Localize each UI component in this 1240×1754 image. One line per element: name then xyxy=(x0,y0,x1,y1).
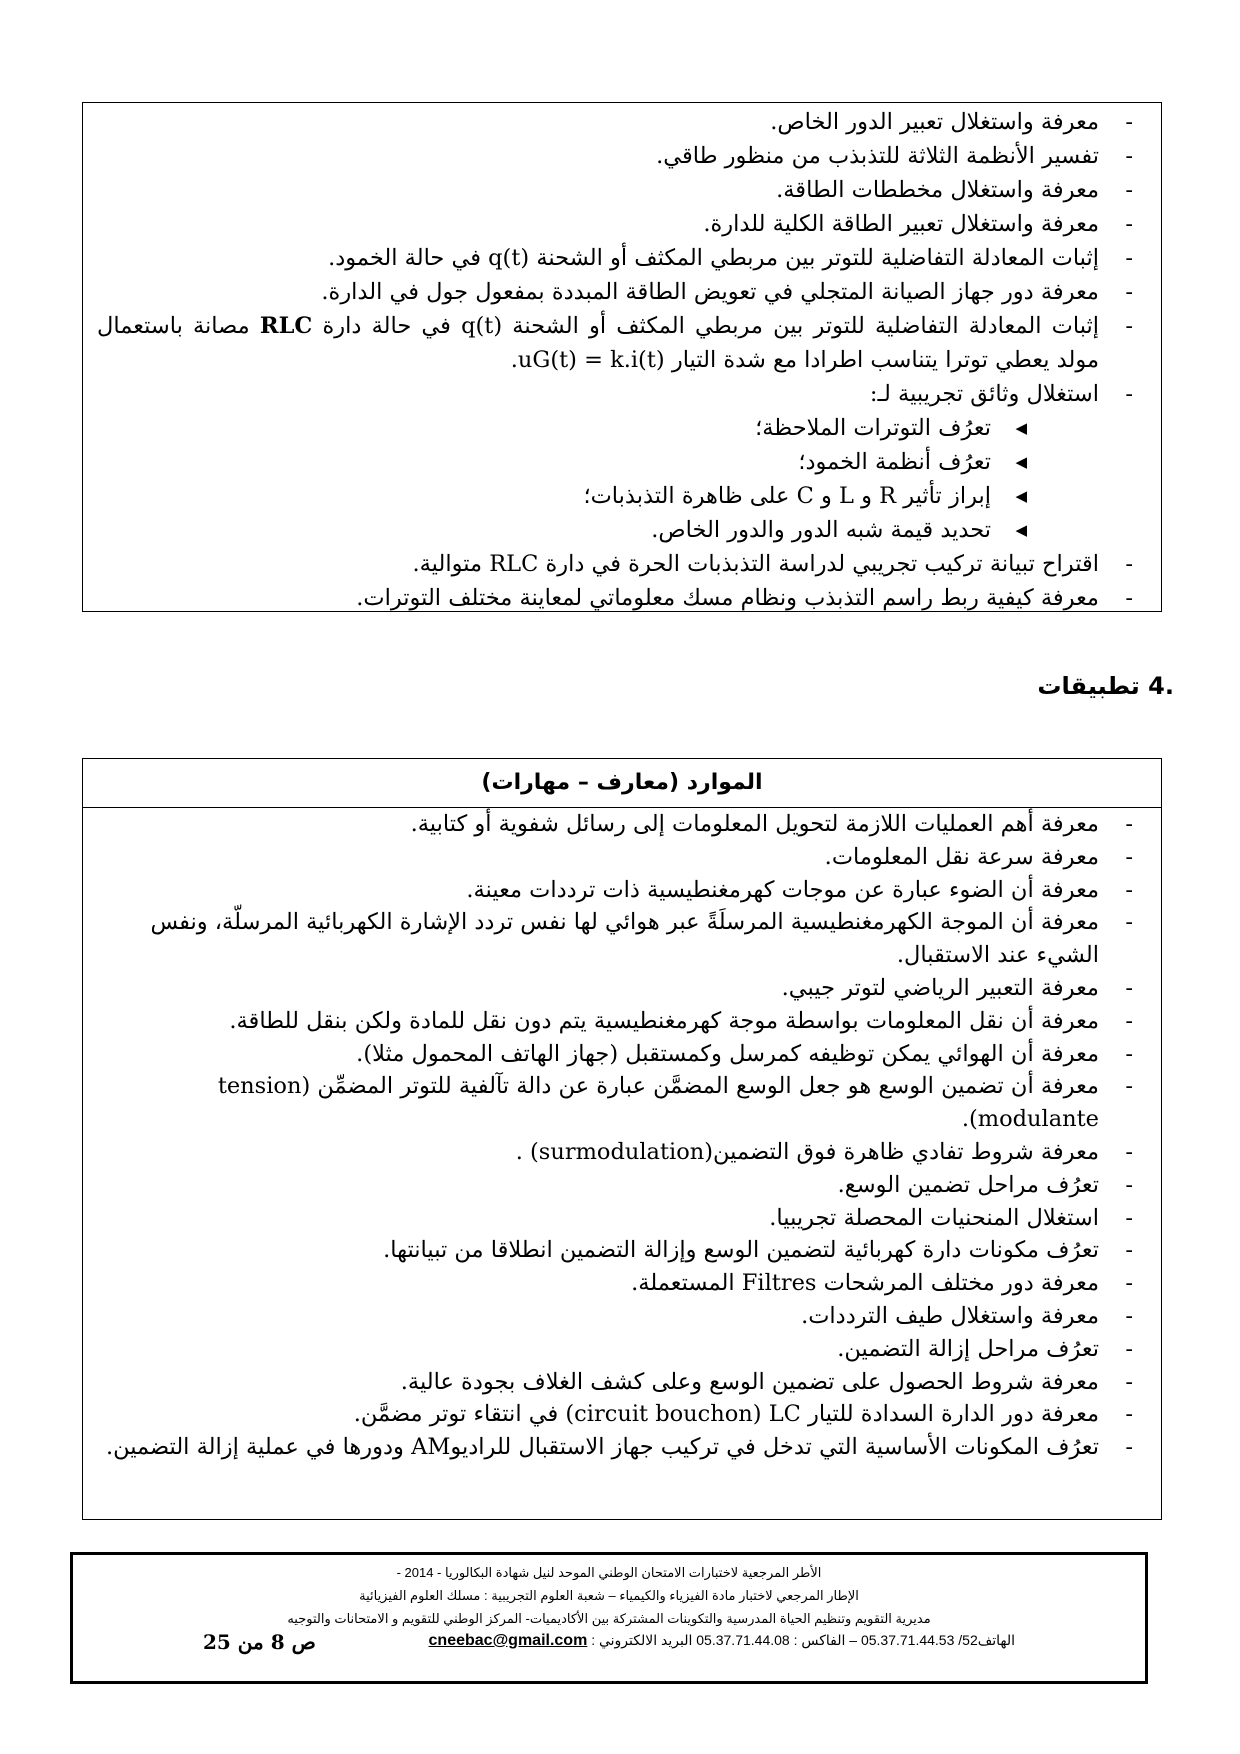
triangle-bullet-icon: ◀ xyxy=(1015,453,1027,471)
list-item: - معرفة أن تضمين الوسع هو جعل الوسع المضمَّن عبارة عن دالة تآلفية للتوتر المضمِّن (tension modulante). xyxy=(217,1073,1133,1133)
email-link[interactable]: cneebac@gmail.com xyxy=(428,1632,588,1649)
sub-list-item: ◀ إبراز تأثير R و L و C على ظاهرة التذبذبات؛ xyxy=(83,479,1161,513)
competencies-list xyxy=(83,103,1161,615)
footer-contact: الهاتف52/ 05.37.71.44.53 – الفاكس : 05.37.71.44.08 البريد الالكتروني : cneebac@gmail.com xyxy=(428,1632,1015,1649)
list-item: - معرفة دور الدارة السدادة للتيار circuit bouchon) LC) في انتقاء توتر مضمَّن. xyxy=(353,1401,1133,1428)
list-item: - تعرُف مراحل إزالة التضمين. xyxy=(837,1335,1133,1362)
list-item: - معرفة كيفية ربط راسم التذبذب ونظام مسك معلوماتي لمعاينة مختلف التوترات. xyxy=(356,585,1133,611)
list-item: - إثبات المعادلة التفاضلية للتوتر بين مربطي المكثف أو الشحنة q(t) في حالة الخمود. xyxy=(328,245,1133,271)
list-item: - معرفة دور مختلف المرشحات Filtres المستعملة. xyxy=(631,1270,1133,1297)
list-item: - معرفة دور جهاز الصيانة المتجلي في تعويض الطاقة المبددة بمفعول جول في الدارة. xyxy=(321,279,1133,305)
list-item: - استغلال المنحنيات المحصلة تجريبيا. xyxy=(769,1204,1133,1231)
list-item: - إثبات المعادلة التفاضلية للتوتر بين مربطي المكثف أو الشحنة q(t) في حالة دارة RLC مصانة باستعمال مولد يعطي توترا يتناسب اطرادا مع شدة التيار uG(t) = k.i(t). xyxy=(97,313,1133,373)
list-item: - تعرُف مراحل تضمين الوسع. xyxy=(837,1171,1133,1198)
competencies-box xyxy=(82,102,1162,612)
page-number: ص 8 من 25 xyxy=(203,1630,316,1654)
sub-list-item: ◀ تعرُف التوترات الملاحظة؛ xyxy=(83,411,1161,445)
list-item: - معرفة التعبير الرياضي لتوتر جيبي. xyxy=(781,974,1133,1001)
list-item: - معرفة أن الضوء عبارة عن موجات كهرمغنطيسية ذات ترددات معينة. xyxy=(466,876,1133,903)
list-item: - معرفة واستغلال مخططات الطاقة. xyxy=(776,177,1133,203)
triangle-bullet-icon: ◀ xyxy=(1015,419,1027,437)
list-item: - معرفة واستغلال تعبير الطاقة الكلية للدارة. xyxy=(703,211,1133,237)
list-item: - اقتراح تبيانة تركيب تجريبي لدراسة التذبذبات الحرة في دارة RLC متوالية. xyxy=(412,551,1133,577)
resources-box xyxy=(82,758,1162,1520)
list-item: - تعرُف مكونات دارة كهربائية لتضمين الوسع وإزالة التضمين انطلاقا من تبيانتها. xyxy=(383,1237,1133,1264)
list-item: - معرفة أن نقل المعلومات بواسطة موجة كهرمغنطيسية يتم دون نقل للمادة ولكن بنقل للطاقة. xyxy=(229,1007,1133,1034)
list-item: - معرفة أن الهوائي يمكن توظيفه كمرسل وكمستقبل (جهاز الهاتف المحمول مثلا). xyxy=(356,1040,1133,1067)
resources-list xyxy=(83,808,1161,1464)
footer-line: الإطار المرجعي لاختبار مادة الفيزياء والكيمياء – شعبة العلوم التجريبية : مسلك العلوم الفيزيائية xyxy=(359,1588,859,1603)
sub-list-item: ◀ تعرُف أنظمة الخمود؛ xyxy=(83,445,1161,479)
list-item: - معرفة واستغلال طيف الترددات. xyxy=(801,1302,1133,1329)
footer-line: مديرية التقويم وتنظيم الحياة المدرسية والتكوينات المشتركة بين الأكاديميات- المركز الوطني للتقويم و الامتحانات والتوجيه xyxy=(287,1611,931,1626)
footer-contact-row xyxy=(73,1630,1145,1660)
page-footer xyxy=(70,1552,1148,1684)
sub-list-item: ◀ تحديد قيمة شبه الدور والدور الخاص. xyxy=(83,513,1161,547)
list-item: - معرفة شروط الحصول على تضمين الوسع وعلى كشف الغلاف بجودة عالية. xyxy=(400,1368,1133,1395)
section-title: .4 تطبيقات xyxy=(1037,672,1174,700)
list-item: - معرفة شروط تفادي ظاهرة فوق التضمين(surmodulation) . xyxy=(515,1138,1133,1165)
footer-line: الأطر المرجعية لاختبارات الامتحان الوطني الموحد لنيل شهادة البكالوريا - 2014 - xyxy=(396,1565,822,1580)
list-item: - معرفة سرعة نقل المعلومات. xyxy=(824,843,1133,870)
resources-header: الموارد (معارف – مهارات) xyxy=(83,759,1161,808)
list-item: - معرفة واستغلال تعبير الدور الخاص. xyxy=(770,109,1133,135)
list-item: - تعرُف المكونات الأساسية التي تدخل في تركيب جهاز الاستقبال للراديوAM ودورها في عملية إزالة التضمين. xyxy=(105,1434,1133,1461)
triangle-bullet-icon: ◀ xyxy=(1015,521,1027,539)
list-item: - تفسير الأنظمة الثلاثة للتذبذب من منظور طاقي. xyxy=(656,143,1133,169)
triangle-bullet-icon: ◀ xyxy=(1015,487,1027,505)
list-item: - معرفة أن الموجة الكهرمغنطيسية المرسلَةً عبر هوائي لها نفس تردد الإشارة الكهربائية المرسلّة، ونفس الشيء عند الاستقبال. xyxy=(150,909,1133,969)
list-item: - معرفة أهم العمليات اللازمة لتحويل المعلومات إلى رسائل شفوية أو كتابية. xyxy=(410,811,1133,837)
list-item: - استغلال وثائق تجريبية لـ: xyxy=(869,381,1133,407)
